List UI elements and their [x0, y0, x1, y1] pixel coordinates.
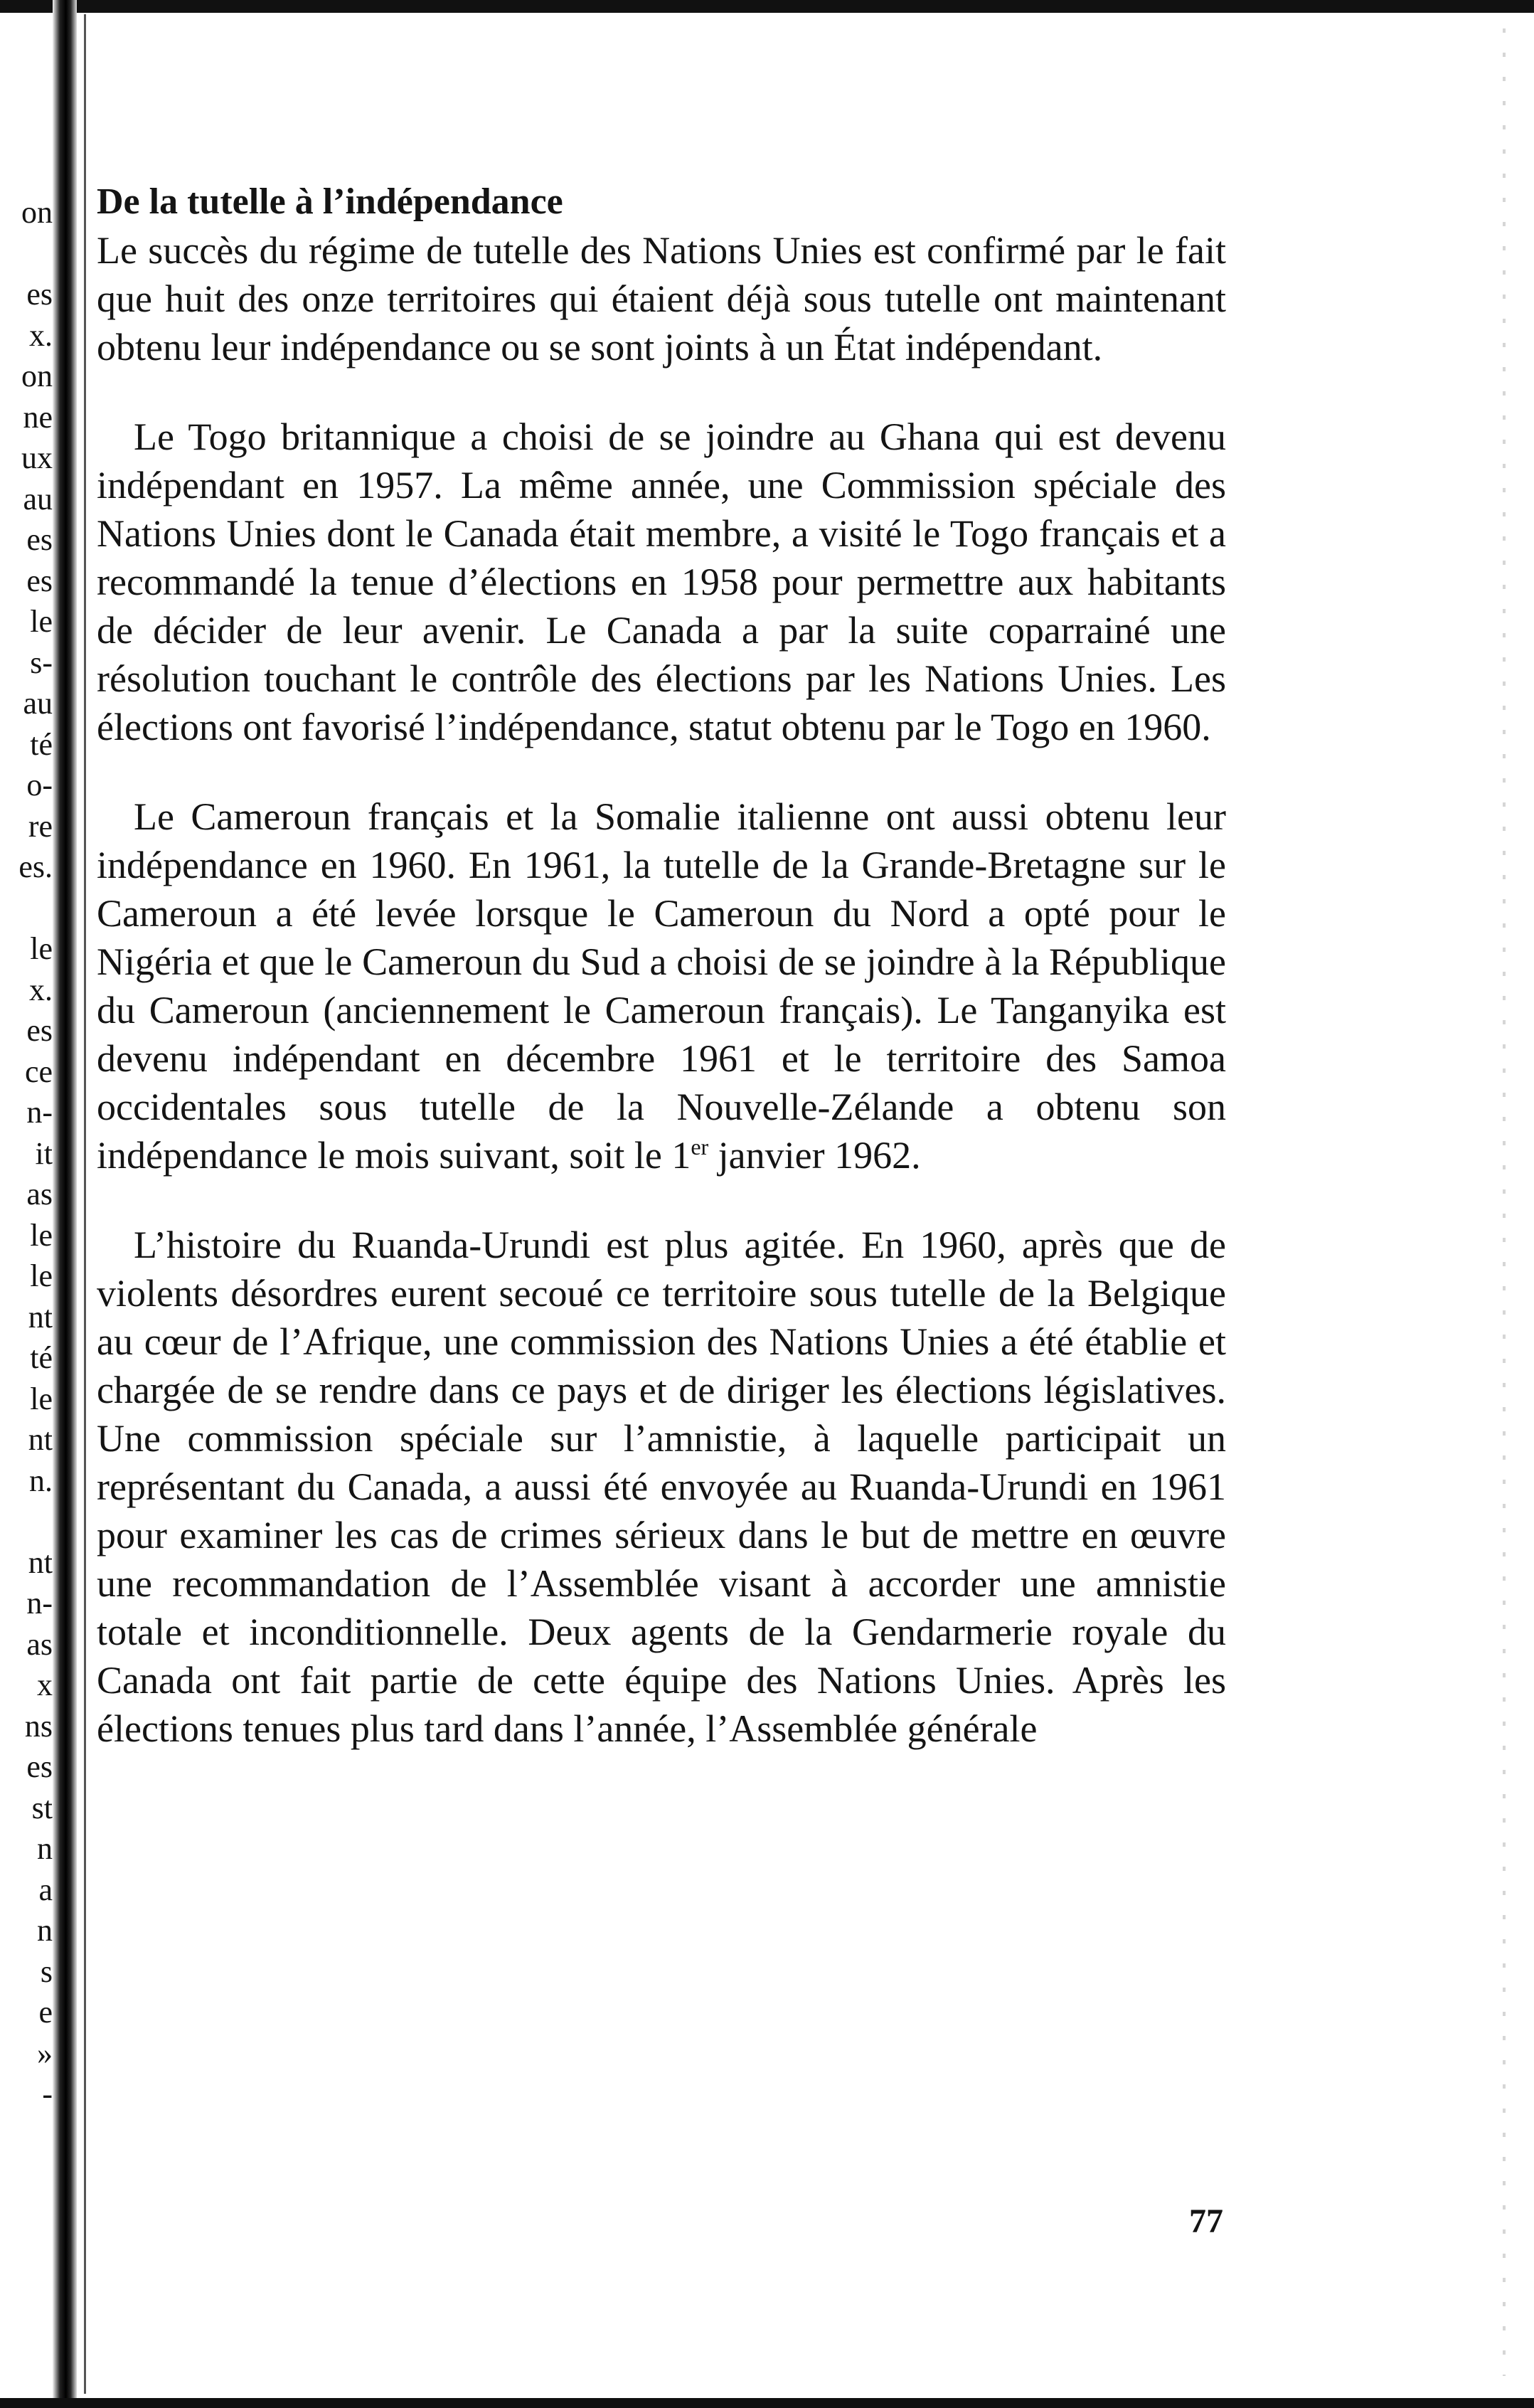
- previous-page-line: n: [37, 1913, 53, 1948]
- previous-page-line: n: [37, 1831, 53, 1866]
- previous-page-line: au: [23, 686, 53, 721]
- previous-page-line: o-: [26, 768, 53, 802]
- previous-page-line: le: [30, 1258, 53, 1293]
- previous-page-line: s-: [30, 645, 53, 680]
- previous-page-line: ce: [24, 1054, 53, 1089]
- previous-page-line: [3, 233, 53, 275]
- previous-page-line: nt: [28, 1544, 53, 1580]
- previous-page-line: »: [37, 2035, 53, 2071]
- page-number: 77: [1189, 2202, 1223, 2240]
- previous-page-line: es: [26, 1013, 53, 1048]
- previous-page-line: nt: [28, 1422, 53, 1457]
- previous-page-line: on: [21, 359, 53, 393]
- previous-page-line: ux: [21, 440, 53, 475]
- ordinal-superscript: er: [691, 1134, 709, 1160]
- previous-page-fragment: [3, 192, 53, 2115]
- previous-page-line: au: [23, 481, 53, 516]
- previous-page-line: it: [35, 1135, 53, 1171]
- previous-page-line: x.: [29, 317, 53, 353]
- paragraph-4: [97, 1221, 1226, 1753]
- previous-page-line: a: [38, 1872, 53, 1907]
- previous-page-line: st: [31, 1790, 53, 1825]
- paragraph-3-text: Le Cameroun français et la Somalie italienne ont aussi obtenu leur indépendance en 1960. En 1961, la tutelle de la Grande-Bretagne sur le Cameroun a été levée lorsque le Cameroun du Nord a opté pour le Nigéria et que le Cameroun du Sud a choisi de se joindre à la République du Cameroun (anciennement le Cameroun français). Le Tanganyika est devenu indépendant en décembre 1961 et le territoire des Samoa occidentales sous tutelle de la Nouvelle-Zélande a obtenu son indépendance le mois suivant, soit le 1: [97, 795, 1226, 1177]
- previous-page-line: n-: [26, 1586, 53, 1621]
- paragraph-4-text: L’histoire du Ruanda-Urundi est plus agitée. En 1960, après que de violents désordres eurent secoué ce territoire sous tutelle de la Belgique au cœur de l’Afrique, une commission des Nations Unies a été établie et chargée de se rendre dans ce pays et de diriger les élections législatives. Une commission spéciale sur l’amnistie, à laquelle participait un représentant du Canada, a aussi été envoyée au Ruanda-Urundi en 1961 pour examiner les cas de crimes sérieux dans le but de mettre en œuvre une recommandation de l’Assemblée visant à accorder une amnistie totale et inconditionnelle. Deux agents de la Gendarmerie royale du Canada ont fait partie de cette équipe des Nations Unies. Après les élections tenues plus tard dans l’année, l’Assemblée générale: [97, 1224, 1226, 1750]
- paragraph-2: [97, 413, 1226, 751]
- previous-page-line: es: [26, 277, 53, 312]
- previous-page-line: le: [30, 1217, 53, 1253]
- previous-page-line: as: [26, 1177, 53, 1211]
- previous-page-line: ne: [23, 399, 53, 435]
- paragraph-2-text: Le Togo britannique a choisi de se joindre au Ghana qui est devenu indépendant en 1957. La même année, une Commission spéciale des Nations Unies dont le Canada était membre, a visité le Togo français et a recommandé la tenue d’élections en 1958 pour permettre aux habitants de décider de leur avenir. Le Canada a par la suite coparrainé une résolution touchant le contrôle des élections par les Nations Unies. Les élections ont favorisé l’indépendance, statut obtenu par le Togo en 1960.: [97, 415, 1226, 748]
- previous-page-line: n-: [26, 1095, 53, 1130]
- previous-page-line: le: [30, 931, 53, 966]
- previous-page-line: le: [30, 1381, 53, 1416]
- previous-page-line: re: [28, 808, 53, 844]
- previous-page-line: nt: [28, 1299, 53, 1335]
- previous-page-line: té: [30, 1340, 53, 1375]
- scan-bottom-edge: [0, 2398, 1534, 2408]
- section-heading: De la tutelle à l’indépendance: [97, 181, 563, 222]
- previous-page-line: es.: [18, 849, 53, 884]
- previous-page-line: n.: [29, 1463, 53, 1498]
- previous-page-line: [3, 888, 53, 929]
- previous-page-line: s: [40, 1953, 53, 1989]
- page-gutter-line: [84, 14, 86, 2394]
- previous-page-line: as: [26, 1626, 53, 1662]
- paragraph-3: [97, 792, 1226, 1179]
- previous-page-line: e: [38, 1995, 53, 2030]
- previous-page-line: ns: [24, 1708, 53, 1744]
- previous-page-line: x.: [29, 972, 53, 1007]
- page-content: [97, 178, 1226, 1794]
- previous-page-line: x: [37, 1667, 53, 1702]
- previous-page-line: es: [26, 563, 53, 598]
- scan-margin-speckles: [1503, 28, 1506, 2376]
- previous-page-line: -: [42, 2076, 53, 2111]
- scan-top-edge: [0, 0, 1534, 13]
- previous-page-line: es: [26, 522, 53, 557]
- previous-page-line: [3, 1501, 53, 1542]
- paragraph-1: [97, 226, 1226, 371]
- previous-page-line: es: [26, 1749, 53, 1784]
- book-binding-shadow: [53, 0, 77, 2408]
- previous-page-line: on: [21, 195, 53, 230]
- previous-page-line: le: [30, 604, 53, 639]
- previous-page-line: té: [30, 726, 53, 762]
- paragraph-1-text: Le succès du régime de tutelle des Nations Unies est confirmé par le fait que huit des onze territoires qui étaient déjà sous tutelle ont maintenant obtenu leur indépendance ou se sont joints à un État indépendant.: [97, 229, 1226, 368]
- paragraph-3-tail: janvier 1962.: [708, 1134, 921, 1177]
